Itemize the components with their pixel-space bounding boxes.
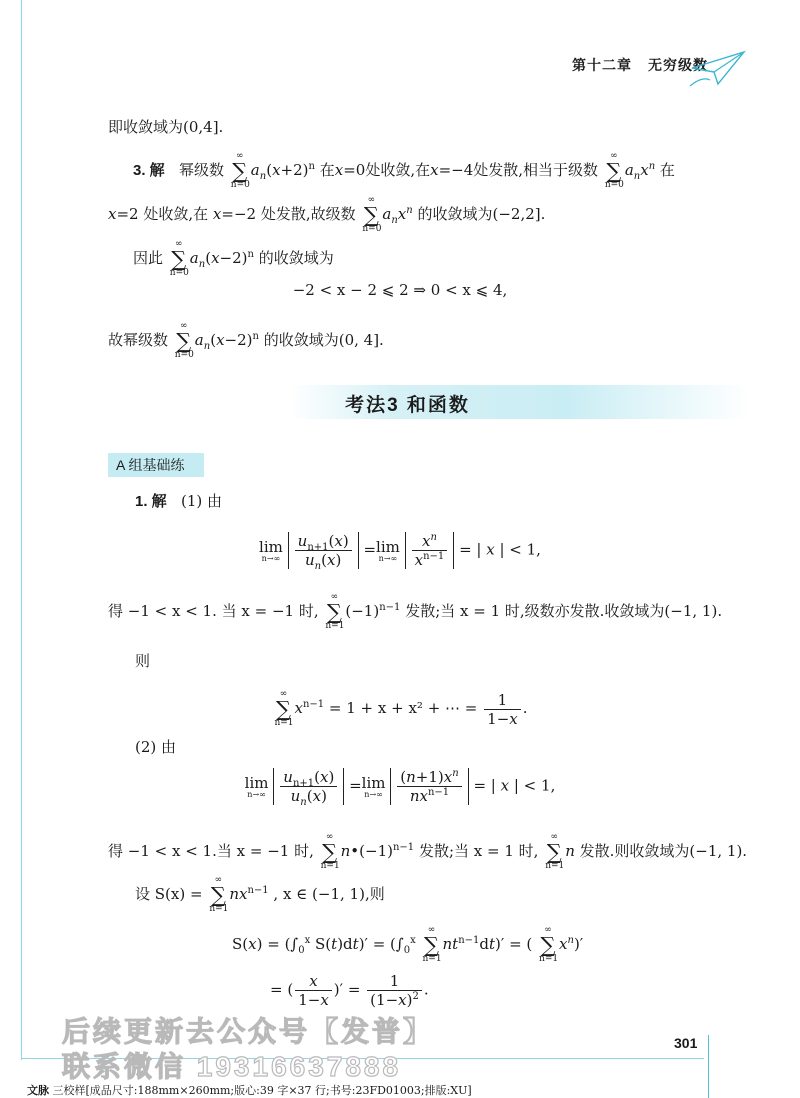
sigma-symbol: ∞ ∑ n=0 bbox=[230, 151, 250, 190]
sigma-symbol: ∞ ∑ n=1 bbox=[545, 832, 565, 871]
sigma-symbol: ∞ ∑ n=0 bbox=[174, 321, 194, 360]
text-line: 得 −1 < x < 1.当 x = −1 时, ∞ ∑ n=1 $n•(-1)^{n-1}$ 发散;当 x = 1 时, ∞ ∑ n=1 n 发散.则收敛域为(−1, 1). bbox=[108, 832, 748, 871]
page-border-left bbox=[21, 0, 22, 1060]
text-line: 1. 解 (1) 由 bbox=[135, 492, 223, 510]
watermark-line: 联系微信 19316637888 bbox=[62, 1051, 402, 1082]
sigma-symbol: ∞ ∑ n=1 bbox=[422, 925, 442, 964]
text-line: 故幂级数 ∞ ∑ n=0 $a_n(x-2)^n$ 的收敛域为(0, 4]. bbox=[108, 321, 384, 360]
sigma-symbol: ∞ ∑ n=1 bbox=[274, 689, 294, 728]
text-line: 得 −1 < x < 1. 当 x = −1 时, ∞ ∑ n=1 $(-1)^{n-1}$ 发散;当 x = 1 时,级数亦发散.收敛域为(−1, 1). bbox=[108, 592, 723, 631]
display-equation: lim n→∞ $\frac{u_{n+1}(x)}{u_n(x)}$ = lim n→∞ $\frac{x^n}{x^{n-1}}$ = | x | < 1, bbox=[259, 532, 541, 572]
section-title: 考法3 和函数 bbox=[345, 395, 470, 416]
sigma-symbol: ∞ ∑ n=1 bbox=[325, 592, 345, 631]
text-line: 即收敛域为(0,4]. bbox=[108, 118, 224, 136]
sigma-symbol: ∞ ∑ n=1 bbox=[320, 832, 340, 871]
chapter-title: 无穷级数 bbox=[648, 57, 708, 73]
print-footer: 文脉 三校样[成品尺寸:188mm×260mm;版心:39 字×37 行;书号:23FD01003;排版:XU] bbox=[27, 1084, 472, 1097]
text-line: 因此 ∞ ∑ n=0 $a_n(x-2)^n$ 的收敛域为 bbox=[133, 239, 334, 278]
sigma-symbol: ∞ ∑ n=1 bbox=[209, 875, 229, 914]
display-equation: $S(x) = (\int_0^x$ $S(t)dt)' = (\int_0^x$ ∞ ∑ n=1 $nt^{n-1}dt)'$ = ( ∞ ∑ n=1 $x^n)'$ bbox=[232, 925, 584, 964]
sigma-symbol: ∞ ∑ n=0 bbox=[362, 195, 382, 234]
sigma-symbol: ∞ ∑ n=0 bbox=[169, 239, 189, 278]
page-number-rule bbox=[708, 1035, 709, 1098]
page-number: 301 bbox=[674, 1035, 698, 1051]
text-line: x=2 处收敛,在 x=−2 处发散,故级数 ∞ ∑ n=0 $a_nx^n$ 的收敛域为(−2,2]. bbox=[108, 195, 546, 234]
watermark-line: 后续更新去公众号【发普】 bbox=[62, 1016, 435, 1047]
text-line: (2) 由 bbox=[135, 738, 177, 756]
chapter-label: 第十二章 bbox=[572, 57, 632, 73]
text-line: 3. 解 幂级数 ∞ ∑ n=0 $a_n(x+2)^n$ 在x=0处收敛,在x=−4处发散,相当于级数 ∞ ∑ n=0 $a_nx^n$ 在 bbox=[133, 151, 675, 190]
display-equation: ∞ ∑ n=1 $x^{n-1} = 1 + x + x^2$ + ⋯ = $\frac{1}{1-x}$ . bbox=[274, 689, 528, 728]
group-tag-edge bbox=[200, 453, 204, 477]
display-equation: −2 < x − 2 ⩽ 2 ⇒ 0 < x ⩽ 4, bbox=[292, 281, 508, 299]
display-equation: lim n→∞ $\frac{u_{n+1}(x)}{u_n(x)}$ = lim n→∞ $\frac{(n+1)x^n}{nx^{n-1}}$ = | x | < 1, bbox=[244, 768, 556, 808]
group-tag: A 组基础练 bbox=[108, 453, 204, 477]
text-line: 设 S(x) = ∞ ∑ n=1 $nx^{n-1}$ , x ∈ (−1, 1),则 bbox=[135, 875, 385, 914]
sigma-symbol: ∞ ∑ n=0 bbox=[604, 151, 624, 190]
paper-plane-icon bbox=[688, 46, 748, 90]
sigma-symbol: ∞ ∑ n=1 bbox=[539, 925, 559, 964]
display-equation: = ( $\frac{x}{1-x}$ )′ = $\frac{1}{(1-x)^2}$ . bbox=[270, 972, 429, 1009]
text-line: 则 bbox=[135, 652, 151, 670]
